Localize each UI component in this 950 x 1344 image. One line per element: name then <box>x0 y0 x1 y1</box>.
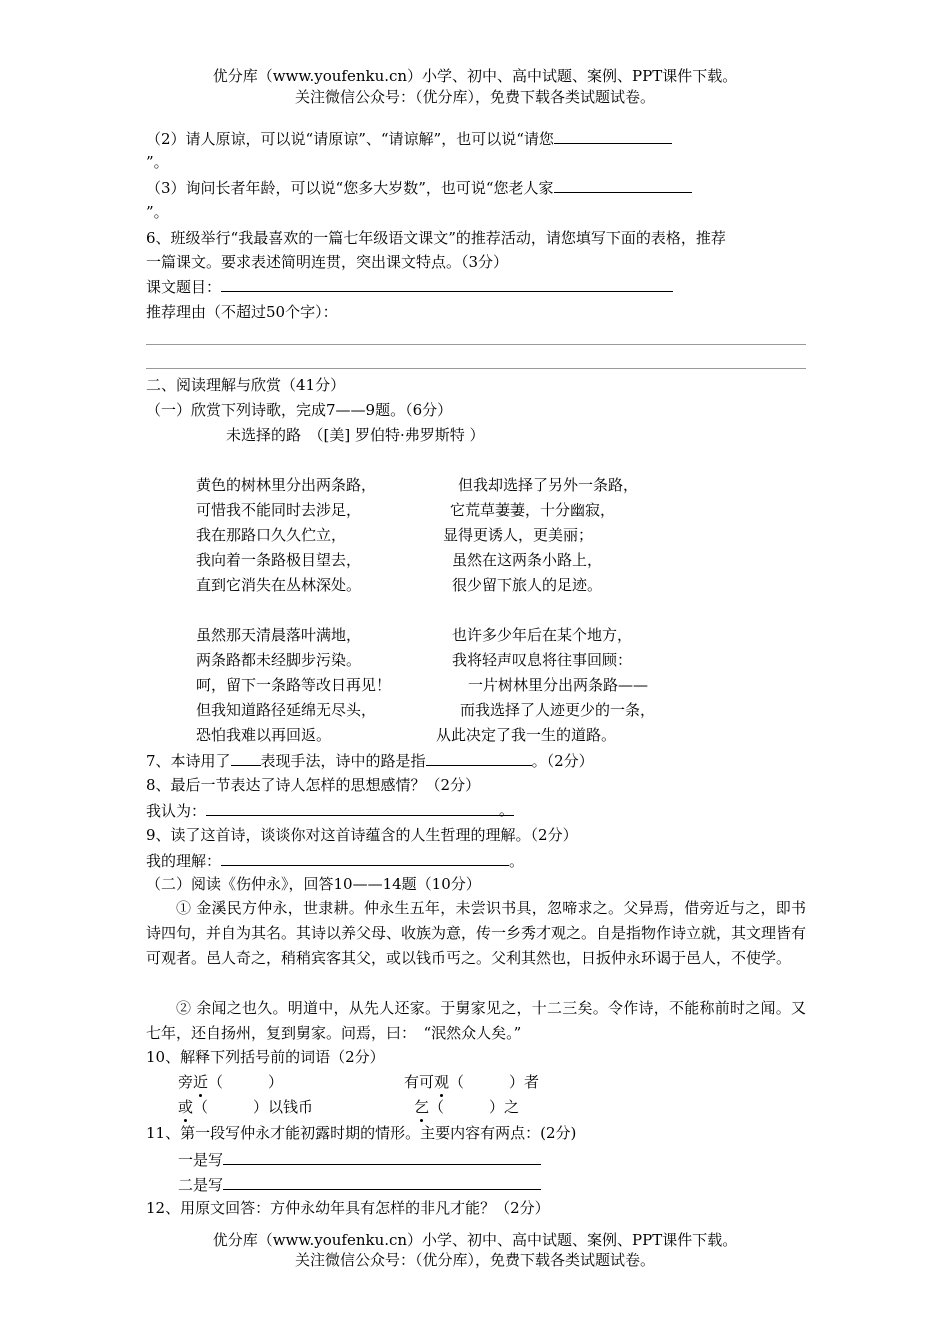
poem-line: 恐怕我难以再回返。 <box>196 726 332 744</box>
q6-title-blank[interactable] <box>221 275 673 292</box>
q11-question: 11、第一段写仲永才能初露时期的情形。主要内容有两点：(2分) <box>146 1124 577 1142</box>
q9-question: 9、读了这首诗，谈谈你对这首诗蕴含的人生哲理的理解。（2分） <box>146 826 578 844</box>
q10-blank-1[interactable]: （ ） <box>208 1073 284 1091</box>
q6-line-1: 6、班级举行“我最喜欢的一篇七年级语文课文”的推荐活动，请您填写下面的表格，推荐 <box>146 229 726 247</box>
q8-label: 我认为： <box>146 802 207 820</box>
q10-item-1 <box>178 1071 283 1093</box>
q7-blank-1[interactable] <box>231 749 261 766</box>
q10-word-1-dotted: 近 <box>193 1073 209 1091</box>
poem-line: 我将轻声叹息将往事回顾： <box>452 651 633 669</box>
poem-line: 我向着一条路极目望去， <box>196 551 362 569</box>
poem-line: 黄色的树林里分出两条路， <box>196 476 377 494</box>
passage-para-1: ① 金溪民方仲永，世隶耕。仲永生五年，未尝识书具，忽啼求之。父异焉，借旁近与之，即书诗四句，并自为其名。其诗以养父母、收族为意，传一乡秀才观之。自是指物作诗立就，其文理皆有可观者。邑人奇之，稍稍宾客其父，或以钱币丐之。父利其然也，日扳仲永环谒于邑人，不使学。 <box>146 899 807 967</box>
q9-answer-blank[interactable] <box>221 849 509 866</box>
q7-text-b: 表现手法，诗中的路是指 <box>260 752 426 770</box>
poem-line: 呵，留下一条路等改日再见！ <box>196 676 392 694</box>
q10-blank-2[interactable]: （ ）者 <box>449 1073 540 1091</box>
q5-item3 <box>146 176 692 199</box>
q10-item-4 <box>414 1096 519 1118</box>
poem-stanza2-left <box>196 624 391 746</box>
q10-blank-4[interactable]: （ ）之 <box>429 1098 520 1116</box>
q9-end: 。 <box>509 852 525 870</box>
q6-title-label: 课文题目： <box>146 278 222 296</box>
q9-label: 我的理解： <box>146 852 222 870</box>
q11-point-2 <box>178 1173 541 1196</box>
q6-line-2: 一篇课文。要求表述简明连贯，突出课文特点。（3分） <box>146 253 509 271</box>
q10-word-2a: 有可 <box>404 1073 435 1091</box>
q5-item3-blank[interactable] <box>554 176 692 193</box>
q7-text-c: 。（2分） <box>531 752 594 770</box>
poem-title: 未选择的路 （[美] 罗伯特·弗罗斯特 ） <box>226 426 485 444</box>
poem-line: 从此决定了我一生的道路。 <box>436 726 617 744</box>
q10-word-1a: 旁 <box>178 1073 194 1091</box>
poem-line: 但我知道路径延绵无尽头， <box>196 701 377 719</box>
header-line-1: 优分库（www.youfenku.cn）小学、初中、高中试题、案例、PPT课件下载。 <box>212 67 738 85</box>
q8-answer-row <box>146 799 514 822</box>
q10-item-3 <box>178 1096 313 1118</box>
poem-line: 但我却选择了另外一条路， <box>458 476 639 494</box>
q5-item2-end: ”。 <box>146 153 169 171</box>
q11-point-1 <box>178 1148 541 1171</box>
q10-word-2-dotted: 观 <box>434 1073 450 1091</box>
q12-question: 12、用原文回答：方仲永幼年具有怎样的非凡才能？（2分） <box>146 1199 550 1217</box>
poem-line: 也许多少年后在某个地方， <box>452 626 633 644</box>
poem-line: 显得更诱人，更美丽； <box>443 526 594 544</box>
q8-end: 。 <box>499 801 515 819</box>
q7-text-a: 7、本诗用了 <box>146 752 231 770</box>
poem-line: 我在那路口久久伫立， <box>196 526 347 544</box>
poem-line: 虽然在这两条小路上， <box>452 551 603 569</box>
poem-line: 直到它消失在丛林深处。 <box>196 576 362 594</box>
q9-answer-row <box>146 849 524 872</box>
q7 <box>146 749 594 772</box>
poem-line: 而我选择了人迹更少的一条， <box>460 701 656 719</box>
section-2-title: 二、阅读理解与欣赏（41分） <box>146 376 346 394</box>
poem-line: 很少留下旅人的足迹。 <box>452 576 603 594</box>
passage-para-2: ② 余闻之也久。明道中，从先人还家。于舅家见之，十二三矣。令作诗，不能称前时之闻。又七年，还自扬州，复到舅家。问焉，曰： “泯然众人矣。” <box>146 999 806 1042</box>
q10-blank-3[interactable]: （ ）以钱币 <box>193 1098 314 1116</box>
q8-question: 8、最后一节表达了诗人怎样的思想感情？（2分） <box>146 776 481 794</box>
poem-stanza2-right <box>430 624 655 746</box>
q10-word-3-dotted: 或 <box>178 1098 194 1116</box>
header-line-2: 关注微信公众号：（优分库），免费下载各类试题试卷。 <box>294 88 655 106</box>
q11-point-2-blank[interactable] <box>223 1173 541 1190</box>
q10-word-4-dotted: 乞 <box>414 1098 430 1116</box>
part-2-title: （二）阅读《伤仲永》，回答10——14题（10分） <box>146 875 481 893</box>
q10-question: 10、解释下列括号前的词语（2分） <box>146 1048 385 1066</box>
q10-item-2 <box>404 1071 539 1093</box>
q6-reason-line-1[interactable] <box>146 344 806 345</box>
q11-point-1-blank[interactable] <box>223 1148 541 1165</box>
q5-item2-text: （2）请人原谅，可以说“请原谅”、“请谅解”，也可以说“请您 <box>146 130 554 148</box>
q8-answer-blank[interactable] <box>206 799 515 819</box>
footer-line-2: 关注微信公众号：（优分库），免费下载各类试题试卷。 <box>294 1251 655 1269</box>
part-1-title: （一）欣赏下列诗歌，完成7——9题。（6分） <box>146 401 453 419</box>
footer-line-1: 优分库（www.youfenku.cn）小学、初中、高中试题、案例、PPT课件下载。 <box>212 1231 738 1249</box>
poem-line: 两条路都未经脚步污染。 <box>196 651 362 669</box>
poem-stanza1-right <box>430 474 638 596</box>
q5-item3-text: （3）询问长者年龄，可以说“您多大岁数”，也可说“您老人家 <box>146 179 554 197</box>
q5-item2 <box>146 127 672 150</box>
q5-item3-end: ”。 <box>146 203 169 221</box>
q7-blank-2[interactable] <box>426 749 532 766</box>
q6-reason-line-2[interactable] <box>146 368 806 369</box>
q6-title-row <box>146 275 673 298</box>
poem-stanza1-left <box>196 474 376 596</box>
poem-line: 虽然那天清晨落叶满地， <box>196 626 362 644</box>
poem-line: 一片树林里分出两条路—— <box>468 676 649 694</box>
q11-point-1-label: 一是写 <box>178 1151 224 1169</box>
poem-line: 它荒草萋萋，十分幽寂， <box>450 501 616 519</box>
poem-line: 可惜我不能同时去涉足， <box>196 501 362 519</box>
q11-point-2-label: 二是写 <box>178 1176 224 1194</box>
q6-reason-label: 推荐理由（不超过50个字）： <box>146 303 338 321</box>
q5-item2-blank[interactable] <box>554 127 672 144</box>
